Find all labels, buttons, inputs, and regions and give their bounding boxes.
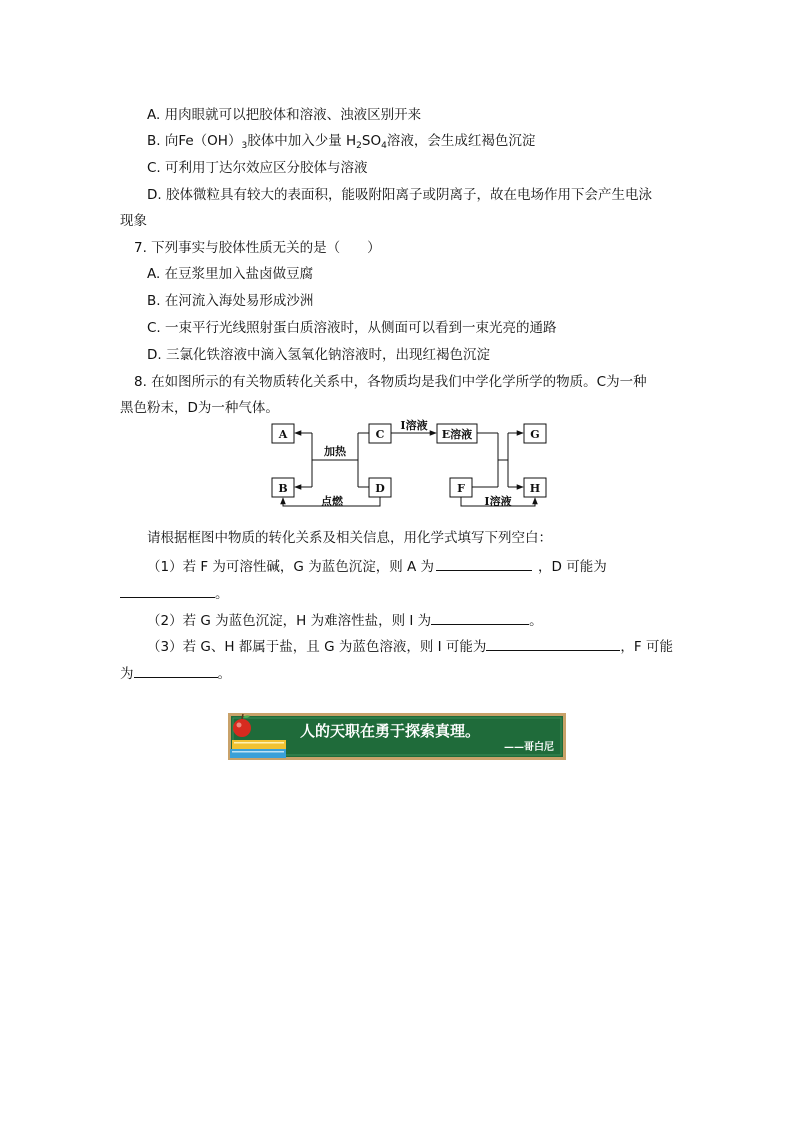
box-e-label: E溶液 [441,428,473,441]
answer-blank-i[interactable] [431,610,529,625]
q6-option-b-part1: B. 向Fe（OH） [147,133,242,149]
q6-option-b-part4: 溶液，会生成红褐色沉淀 [386,133,536,149]
i-solution-top-label: I溶液 [400,419,428,432]
ignite-label: 点燃 [321,495,343,508]
q8-stem-line2: 黑色粉末，D为一种气体。 [120,400,279,416]
q7-option-a: A. 在豆浆里加入盐卤做豆腐 [147,266,314,282]
q8-instruction: 请根据框图中物质的转化关系及相关信息，用化学式填写下列空白： [147,530,552,546]
q8-sub3 [147,636,673,656]
q8-sub2-text: （2）若 G 为蓝色沉淀，H 为难溶性盐，则 I 为 [147,613,432,629]
box-c-label: C [375,428,385,441]
q8-sub3-text-b: ，F 可能 [620,639,673,655]
q8-sub3-line2 [120,663,231,683]
q8-sub1-line2 [120,583,229,603]
answer-blank-d[interactable] [120,583,215,598]
answer-blank-i2[interactable] [486,636,620,651]
answer-blank-a[interactable] [436,556,532,571]
q6-option-d-line1: D. 胶体微粒具有较大的表面积，能吸附阳离子或阴离子，故在电场作用下会产生电泳 [147,187,652,203]
q8-sub2 [147,610,543,630]
q6-option-c: C. 可利用丁达尔效应区分胶体与溶液 [147,160,368,176]
q6-option-b-sub3: 4 [381,141,387,151]
answer-blank-f[interactable] [134,663,218,678]
q6-option-d-line2: 现象 [120,213,147,229]
q8-stem-line1: 8. 在如图所示的有关物质转化关系中，各物质均是我们中学化学所学的物质。C为一种 [134,374,647,390]
q8-sub3-text-a: （3）若 G、H 都属于盐，且 G 为蓝色溶液，则 I 可能为 [147,639,487,655]
q6-option-b-sub1: 3 [241,141,248,151]
motto-quote: 人的天职在勇于探索真理。 [300,722,481,740]
q8-sub3-end: 。 [217,666,231,682]
q6-option-a: A. 用肉眼就可以把胶体和溶液、浊液区别开来 [147,107,422,123]
box-d-label: D [375,482,385,495]
box-b-label: B [278,482,288,495]
q7-option-c: C. 一束平行光线照射蛋白质溶液时，从侧面可以看到一束光亮的通路 [147,320,557,336]
q6-option-b-part3: SO [361,133,382,149]
q7-option-d: D. 三氯化铁溶液中滴入氢氧化钠溶液时，出现红褐色沉淀 [147,347,490,363]
q8-sub1-end: 。 [215,586,229,602]
i-solution-bottom-label: I溶液 [484,495,512,508]
box-f-label: F [457,482,465,495]
conversion-diagram [268,418,553,508]
box-a-label: A [278,428,288,441]
q8-sub3-text-c: 为 [120,666,134,682]
q6-option-b [147,132,535,155]
q7-stem: 7. 下列事实与胶体性质无关的是（ ） [134,240,381,256]
q8-sub2-end: 。 [529,613,543,629]
q6-option-b-part2: 胶体中加入少量 H [247,133,357,149]
motto-banner [228,713,566,760]
q8-sub1-text-a: （1）若 F 为可溶性碱，G 为蓝色沉淀，则 A 为 [147,559,435,575]
q6-option-b-sub2: 2 [356,141,362,151]
box-g-label: G [530,428,540,441]
q8-sub1-text-b: ，D 可能为 [538,559,607,575]
motto-author: ——哥白尼 [504,742,554,753]
q8-sub1 [147,556,607,576]
books-icon [230,740,286,758]
q7-option-b: B. 在河流入海处易形成沙洲 [147,293,314,309]
heat-label: 加热 [324,445,346,458]
box-h-label: H [529,482,541,495]
